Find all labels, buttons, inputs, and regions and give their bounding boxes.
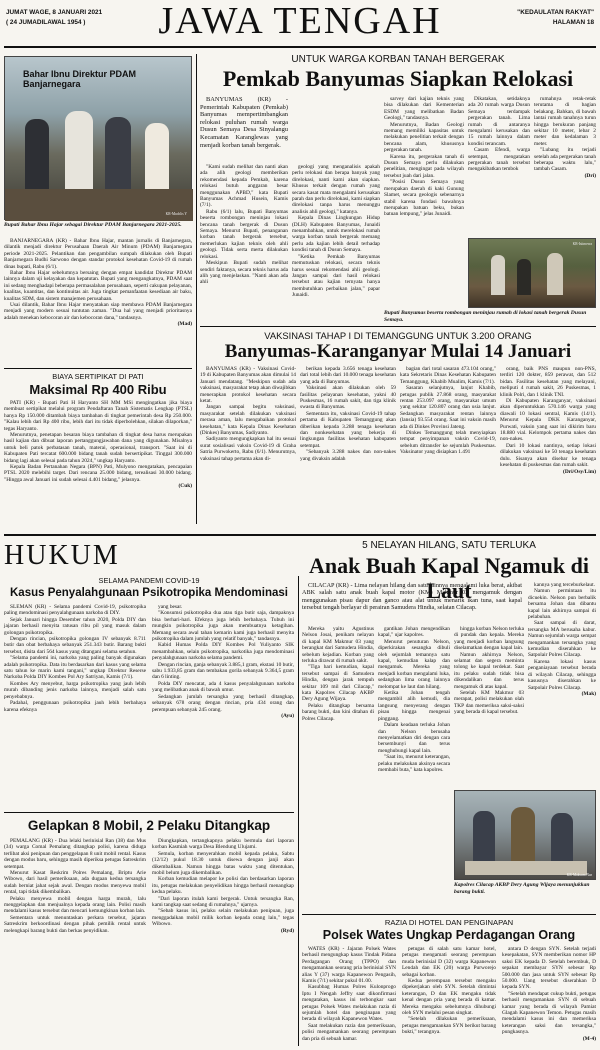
kicker: BIAYA SERTIPIKAT DI PATI [52, 372, 144, 381]
paragraph: Mereka yaitu Agustinus Nelson Josai, penikam nelayan di kapal KM Makmur 03 yang berangkat dari Samudera Hindia, sebelum kejadian. Korban yang terluka dirawat di rumah sakit. [302, 626, 374, 665]
paragraph: berikan kepada 3.656 tenaga kesehatan dari total lebih dari 10.000 tenaga kesehatan yang ada di Banyumas. [300, 366, 396, 385]
story3-col-4 [468, 96, 530, 236]
paragraph: Dengan rincian, ganja sebanyak 3.885,1 gram, ekstasi 10 butir, sabu 1.933,85 gram dan tembakau gorila sebanyak 9.364,5 gram dan 6 linting. [152, 661, 294, 681]
paragraph: "Posisi Dusun Semaya yang merupakan daerah di kaki Gunung Slamet, secara geologis sebenarnya stabil karena fondasi bawahnya merupakan batuan beku, bukan batuan lempung," jelas Junaidi. [384, 179, 464, 218]
photo-officer-2 [511, 807, 535, 869]
story7-col-2 [378, 626, 450, 912]
headline: Anak Buah Kapal Ngamuk di Laut [309, 553, 589, 603]
paragraph: CILACAP (KR) - Lima nelayan hilang dan satu lainnya mengalami luka berat, akibat ABK salah satu anak buah kapal motor (KM) Makmur 03 mengamuk dengan menggunakan pisau dapur dan ganco atau alat untuk menarik ikan tuna, saat kapal tersebut tengah berlayar di perairan Samudera Hindia, selatan Cilacap. [302, 582, 522, 611]
paragraph: PEMALANG (KR) - Dua lelaki berinisial Ran (38) dan Mus (34) warga Comal Pemalang ditangkap polisi, karena diduga terlibat aksi penipuan dan penggelapan 8 unit mobil rental. Kasus dengan modus baru, sehingga masih diperiksa petugas Satreskrim setempat. [4, 838, 146, 870]
paragraph: Di Kabupaten Karanganyar, vaksinasi akan diperuntukkan 570.146 warga yang diawali 10 lokasi sentral, Kamis (14/1). Menurut Kepala DKK Karanganyar, Purwati, vaksin yang saat ini dikirim baru 18.880 vial. Kelompok pertama nakes dan non-nakes. [500, 398, 596, 443]
paragraph: Polda DIY mencatat, ada 4 kasus penyalahgunaan narkoba yang melibatkan anak di bawah umur. [152, 680, 294, 694]
paragraph: Sejak Januari hingga Desember tahun 2020, Polda DIY dan jajaran berhasil menyita ratusan ribu pil yang masuk dalam golongan psikotropika. [4, 616, 146, 636]
paragraph: Karena itu, pergerakan tanah di Dusun Semaya perlu dilakukan penelitian, mengingat pada wilayah tersebut juah dari jalan. [384, 153, 464, 179]
bahar-photo [4, 56, 192, 220]
kicker: SELAMA PANDEMI COVID-19 [98, 576, 200, 585]
paragraph: Pelaku ditangkap bersama barang bukti, dan kini ditahan di Polres Cilacap. [302, 702, 374, 722]
photo-figure-2 [517, 259, 531, 295]
paragraph: Setelah KM Makmur 03 merapat, polisi melakukan olah TKP dan memeriksa saksi-saksi yang berada di kapal tersebut. [454, 690, 524, 716]
paragraph: bagian dari total sasaran 473.104 orang," kata Sekretaris Dinas Kesehatan Kabupaten Temanggung, Khabib Mualim, Kamis (7/1). [400, 366, 496, 385]
story6-col-1 [4, 838, 146, 1044]
photo-credit: KR-Maksum Nur [566, 872, 592, 877]
story3-col-2 [292, 164, 380, 299]
pati-body [4, 400, 192, 528]
paragraph: "Selama pandemi ini, narkoba yang paling banyak digunakan adalah psikotropika. Data itu berdasarkan dari kasus yang selama satu tahun ke marin kami tangani," ungkap Direktur Reserse Narkoba Polda DIY Kombes Pol Ary Satriyan, Kamis (7/1). [4, 655, 146, 681]
story7-lead [302, 582, 522, 622]
paragraph: Kabid Humas Polda DIY Kombes Pol Yuliyanto SIK menambahkan, selain psikotropika, narkotika juga mendominasi penyalahgunaan narkoba selama pandemi. [152, 642, 294, 662]
photo-figure-1 [491, 255, 505, 295]
paragraph: hingga korban Nelson terluka di pundak dan kepala. Mereka yang menjadi korban langsung diselamatkan dengan kapal lain. [454, 626, 524, 652]
banyumas-caption: Bupati Banyumas beserta rombongan meninjau rumah di lokasi tanah bergerak Dusun Semaya. [384, 310, 587, 323]
photo-figure-3 [105, 117, 131, 189]
paragraph: Kasubbag Humas Polres Kulonprogo Iptu I Nengah Jeffry saat dikonfirmasi mengatakan, kasus ini terbongkar saat petugas Polsek Wates melakukan razia di sejumlah hotel dan penginapan yang berada di wilayah Kapanewon Wates. [302, 984, 396, 1023]
story4-col-4 [500, 366, 596, 526]
cilacap-photo [454, 790, 596, 880]
paragraph: gantikan Johan mengendikan kapal," ujar kapolres. [378, 626, 450, 639]
paragraph: Kepala Dinas Lingkungan Hidup (DLH) Kabupaten Banyumas, Junaidi menambahkan, untuk merelokasi rumah warga korban tanah bergerak memang perlu ada kajian lebih detail terhadap kondisi tanah di Dusun Semaya. [292, 215, 380, 254]
divider [302, 914, 596, 915]
paragraph: BANJARNEGARA (KR) - Bahar Ibnu Hajar, mantan jurnalis di Banjarnegara, dilantik menjadi direktur Perusahaan Daerah Air Minum (PDAM) Banjarnegara periode 2021-2025. Pelantikan dan pengambilan sumpah dilakukan oleh Bupati Banjarnegara Budhi Sarwono dengan standar protokol kesehatan Covid-19 di rumah dinas bupati, Rabu (6/1). [4, 238, 192, 270]
photo-figure-2 [65, 111, 93, 189]
photo-figure-3 [547, 253, 563, 295]
paragraph: Diungkapkan, tertangkapnya pelaku bermula dari laporan korban Kasmiah warga Desa Blendung Ulujami. [152, 838, 294, 851]
story6-col-2 [152, 838, 294, 1044]
paragraph: BANYUMAS (KR) - Pemerintah Kabupaten (Pemkab) Banyumas mempertimbangkan relokasi puluhan rumah warga Dusun Semaya Desa Sinyalangu Kecamatan Karanglewas yang menjadi korban tanah bergerak. [200, 96, 288, 149]
paragraph: Vaksinasi akan dilakukan oleh 59 fasilitas pelayanan kesehatan, yakni 40 Puskesmas, 16 rumah sakit, dan tiga klinik swasta di Banyumas. [300, 385, 396, 411]
paragraph: Usai dilantik, Bahar Ibnu Hajar menyatakan siap membawa PDAM Banjarnegara menjadi yang modern sesuai tuntutan zaman. "Dua hal yang menjadi prioritasnya adalah menekan kebocoran air dan kebocoran dana," tandasnya. [4, 302, 192, 321]
author-sign: (Mak) [581, 690, 596, 697]
paragraph: antara D dengan SYN. Setelah terjadi kesepakatan, SYN memberikan nomor HP saksi EK kepada D. Setelah berembuk, D sepakat membayar SYN sebesar Rp 500.000 dan jasa untuk SYN sebesar Rp 50.000. Uang tersebut diserahkan D kepada SYN. [502, 946, 596, 991]
kicker: VAKSINASI TAHAP I DI TEMANGGUNG UNTUK 3.200 ORANG [264, 330, 532, 341]
paragraph: yang besar. [158, 604, 183, 610]
paragraph: "Ketika Pemkab Banyumas memutuskan relokasi, secara teknis harus sesuai rekomendasi ahli geologi. Jangan sampai dari hasil relokasi tersebut atau kajian ternyata hanya membutuhkan perbaikan jalan," papar Junaidi. [292, 253, 380, 299]
paragraph: "Sebab kasus ini, pelaku selain melakukan penipuan, juga menggadaikan mobil milik korban kepada orang lain," tegas Wibowo. [152, 908, 294, 928]
bahar-body [4, 238, 192, 366]
hijri-date: ( 24 JUMADILAWAL 1954 ) [6, 19, 86, 26]
paragraph: Sementara untuk menuntaskan perkara tersebut, jajaran Satreskrim berkoordinasi dengan pihak pemilik rental untuk melengkapi barang bukti dan berkas penyidikan. [4, 914, 146, 934]
story8-col-3 [502, 946, 596, 1046]
author-sign: (Ayu) [281, 712, 294, 719]
paragraph: kannya yang terceburkelaut. [534, 582, 595, 588]
story5-col-2 [152, 604, 294, 810]
paragraph: sarvey dari kajian teknis yang bisa dilakukan dari Kementerian ESDM yang melibatkan Badan Geologi," tandasnya. [384, 96, 464, 122]
author-sign: (Dri/Osy/Lim) [563, 468, 596, 475]
headline: Polsek Wates Ungkap Perdagangan Orang [322, 928, 576, 942]
paragraph: orang, baik PNS maupun non-PNS, terdiri 120 dokter, 859 perawat, dan 512 bidan. Fasilitas kesehatan yang melayani, meliputi 4 rumah sakit, 26 Puskesmas, 1 klinik Polri, dan 1 klinik TNI. [500, 366, 596, 398]
story8-col-1 [302, 946, 396, 1046]
photo-credit: KR-Muchlis Y [165, 211, 187, 216]
paragraph: Kedua perempuan tersebut mengaku dipekerjakan oleh SYN. Setelah dimintai keterangan, D dan EK mengaku tidak kenal dengan pria yang berada di kamar. Mereka mengaku sebelumnya dihubungi oleh SYN melalui pesan singkat. [402, 978, 496, 1017]
photo-figure-4 [145, 123, 169, 189]
paragraph: Casam Efendi, warga setempat, mengatakan pergerakan tanah tersebut mengakibatkan tembok [468, 147, 530, 173]
newspaper-title: JAWA TENGAH [158, 0, 442, 42]
paragraph: Namun permintaan itu dicuekin. Nelson pun berbalik bersama Johan dan dibantu kapal lain akhirnya sampai di pelabuhan. [528, 588, 596, 621]
story3-col-1b [200, 164, 288, 288]
headline: Maksimal Rp 400 Ribu [29, 382, 167, 397]
author-sign: (Mad) [177, 321, 192, 328]
paragraph: Menurutnya, penetapan besaran biaya tambahan di tingkat desa harus merupakan hasil kajian dan dibuat laporan pertanggungjawaban dana yang digunakan. Misalnya untuk beli patok perbatasan tanah, materai, operasional, transport. "Saat ini di Kabupaten Pati tercatat 600.000 bidang tanah sudah bersertipikat. Tinggal 300.000 bidang lagi akan selesai pada tahun 2024," ungkap Haryanto. [4, 432, 192, 464]
paragraph: Padahal, penggunaan psikotropika jauh lebih berbahaya karena efeknya [4, 700, 146, 713]
divider [200, 326, 596, 327]
paragraph: Dikatakan, setidaknya ada 20 rumah warga Dusun Semaya terdampak pergerakan tanah. Lima rumah di antaranya mengalami kerusakan dan 15 rumah lainnya dalam kondisi terancam. [468, 96, 530, 147]
paragraph: Dengan rincian, psikotropika golongan IV sebanyak 8.711 butir dan obat berbahaya sebanyak 251.343 butir. Barang bukti tersebut, disita dari 564 kasus yang ditangani selama setahun. [4, 636, 146, 655]
photo-credit: KR-Istimewa [572, 242, 592, 246]
headline: Kasus Penyalahgunaan Psikotropika Mendominasi [10, 587, 288, 599]
paragraph: "Saat itu, menurut keterangan, pelaku melakukan aksinya secara membabi buta," kata kapolres. [378, 754, 450, 773]
paragraph: Sadiyanto mengungkapkan hal itu sesuai surat sosialisasi vaksin Covid-19 di Graha Satria Purwokerto, Rabu (6/1). Menurutnya, vaksinasi tahap pertama akan di- [200, 436, 296, 462]
headline: Pemkab Banyumas Siapkan Relokasi [222, 66, 574, 91]
story5-col-1 [4, 604, 146, 810]
headline: Gelapkan 8 Mobil, 2 Pelaku Ditangkap [27, 818, 271, 833]
paragraph: Menurut Kasat Reskrim Polres Pemalang, Briptu Arie Wibowo, dari hasil pemeriksaan, ada dugaan kedua tersangka sudah berniat jahat sejak awal. Dengan modus menyewa mobil rental, tapi tidak dikembalikan. [4, 870, 146, 896]
story7-col-4 [528, 582, 596, 786]
paragraph: Jangan sampai begitu vaksinasi, masyarakat setelah dilakukan vaksinasi merasa aman, lalu mengabaikan protokol kesehatan," kata Kepala Dinas Kesehatan (Dinkes) Banyumas, Sadiyanto. [200, 404, 296, 437]
paragraph: "Setelah mendapat cukup bukti, petugas berhasil mengamankan SYN di sebuah kamar yang berada di wilayah Pamiat Glagah Kapanewon Temon. Petugas masih mendalami kasus ini dan memeriksa keterangan saksi dan tersangka," pungkasnya. [502, 990, 596, 1036]
story3-col-5 [534, 96, 596, 236]
headline: Banyumas-Karanganyar Mulai 14 Januari [224, 341, 572, 362]
divider [4, 812, 294, 813]
story4-col-3 [400, 366, 496, 526]
issue-date: JUMAT WAGE, 8 JANUARI 2021 [6, 9, 103, 16]
paragraph: Menurutnya, Badan Geologi memang memiliki kapasitas untuk melakukan penelitian terkait dengan bencana alam, khususnya pergerakan tanah. [384, 121, 464, 154]
paragraph: Dinkes Temanggung telah menyiapkan tempat penyimpanan vaksin Covid-19, sebelum ditransfer ke sejumlah Puskesmas. Vaksinator yang disiapkan 1.491 [400, 430, 496, 456]
divider [4, 368, 192, 369]
paragraph: Sasaran selanjutnya, lanjut Khabib, petugas publik 27.868 orang, masyarakat rentan 253.097 orang, masyarakat umum yang sekitar 120.807 orang dan usia lanjut. Sedangkan masyarakat rentan lainnya (lansia) 93.554 orang. Saat ini vaksin masih ada di Dinkes Provinsi Jateng. [400, 385, 496, 430]
bahar-caption: Bupati Bahar Ibnu Hajar sebagai Direktur PDAM Banjarnegara 2021-2025. [4, 222, 182, 228]
paragraph: PATI (KR) - Bupati Pati H Haryanto SH MM MSi mengingatkan jika biaya membuat sertipikat melalui program Pendaftaran Tanah Sistematis Lengkap (PTSL) hanya Rp 150.000 ditambah biaya tambahan di tingkat pemerintah desa Rp 250.000. "Kalau lebih dari Rp 400 ribu, lebih dari itu tidak diperbolehkan, silakan dilaporkan," tegas Haryanto. [4, 400, 192, 432]
paragraph: rumahnya retak-retak terutama di bagian belakang. Bahkan, di bawah lantai rumah tanahnya turun hingga berukuran panjang sekitar 10 meter, lebar 2 meter dan kedalaman 3 meter. [534, 96, 596, 147]
masthead [0, 0, 600, 50]
paragraph: Meskipun Bupati sudah melihat sendiri faktanya, secara teknis harus ada alih yang menjelaskan. "Nanti akan ada ahli [200, 260, 288, 286]
story7-col-1 [302, 626, 374, 912]
author-sign: (Cuk) [178, 483, 192, 490]
paragraph: Bahar Ibnu Hajar sebelumnya bersaing dengan empat kandidat Direktur PDAM lainnya dalam uji kelayakan dan kepatutan. Bupati yang mengangkatnya, PDAM saat ini sedang menghadapi beberapa permasalahan perusahaan, seperti cakupan pelayanan, kualitas, kuantitas, dan kontinuitas air. Juga tingkat pemanfaatan kesediaan air baku, kualitas SDM, dan sistem manajemen perusahaan. [4, 270, 192, 302]
author-sign: (Ryd) [281, 927, 294, 934]
story3-col-3 [384, 96, 464, 288]
paragraph: geologi yang menganalisis apakah perlu relokasi dan berapa banyak yang direlokasi, nanti kami akan siapkan. Khusus terkait dengan rumah yang secara kasat mata mengalami kerusakan parah dan perlu direlokasi, kami siapkan direlokasi tanpa harus menunggu analisis ahli geologi," katanya. [292, 164, 380, 215]
paragraph: Sementara itu, vaksinasi Covid-19 tahap pertama di Kabupaten Temanggung akan diberikan kepada 3.288 tenaga kesehatan dan nonkesehatan yang bekerja di lingkungan fasilitas kesehatan kabupaten setempat. [300, 410, 396, 449]
paragraph: Semula, korban menyerahkan mobil kepada pelaku, Sabtu (12/12) pukul 18.30 untuk disewa dengan janji akan dikembalikan. Namun hingga batas waktu yang ditentukan, mobil belum juga dikembalikan. [152, 850, 294, 877]
story4-col-1 [200, 366, 296, 526]
author-sign: (Dri) [584, 172, 596, 179]
paragraph: Kepala Badan Pertanahan Negara (BPN) Pati, Mulyono mengatakan, pencapaian PTSL 2020 melebihi target. Dari rencana 25.000 bidang, terealisasi 30.000 bidang. "Hingga awal Januari ini sudah selesai 4.401 bidang," jelasnya. [4, 464, 192, 483]
kicker: RAZIA DI HOTEL DAN PENGINAPAN [384, 918, 514, 927]
masthead-rule [4, 46, 596, 48]
paragraph: BANYUMAS (KR) - Vaksinasi Covid-19 di Kabupaten Banyumas akan dimulai 14 Januari mendatang. "Meskipun sudah ada vaksinasi, masyarakat tetap akan diwajibkan menerapkan protokol kesehatan secara ketat. [200, 366, 296, 405]
paragraph: Pelaku menyewa mobil dengan harga murah, lalu menggelapkan dan menjualnya kepada orang lain. Polisi masih mendalami kasus tersebut dan mencari kemungkinan korban lain. [4, 895, 146, 915]
paragraph: "Konsumsi psikotropika dua atau tiga butir saja, dampaknya bisa berhari-hari. Efeknya juga lebih berbahaya. Tubuh ini mungkin psikotropika juga akan membuatnya ketagihan. Memang secara awal tahan kemarin kami juga berhasil menyita psikotropika dalam jumlah yang relatif banyak," tandasnya. [152, 610, 294, 643]
column-rule [196, 54, 197, 524]
photo-headline: Bahar Ibnu Direktur PDAM Banjarnegara [23, 69, 137, 89]
paragraph: "Setelah dilakukan pemeriksaan, petugas mengamankan SYN berikut barang bukti," terangnya. [402, 1016, 497, 1036]
section-label: HUKUM [4, 540, 120, 571]
paragraph: Saat melakukan razia dan pemeriksaan, polisi mengamankan seorang perempuan dan pria di sebuah kamar. [302, 1022, 396, 1042]
paragraph: Saat sampai di darat, tersangka MA berusaha kabur. Namun sejumlah warga sempat mengamankan tersangka yang kemudian diserahkan ke Satpolair Polres Cilacap. [528, 620, 596, 659]
page-number: HALAMAN 18 [552, 19, 594, 26]
section-rule [4, 534, 596, 536]
paragraph: "Sebanyak 3.288 nakes dan non-nakes yang divaksin adalah [300, 449, 396, 462]
paragraph: "Kami sudah melihat dan nanti akan ada alih geologi memberikan rekomendasi kepada Pemkab, karena relokasi butuh anggaran besar menggunakan APBD," kata Bupati Banyumas Achmad Husein, Kamis (7/1). [200, 164, 288, 209]
paragraph: Kombes Ary menyebut, harga psikotropika yang jauh lebih murah dibanding jenis narkoba lainnya, menjadi salah satu penyebabnya. [4, 680, 146, 700]
paragraph: Korban kemudian melapor ke polisi dan berdasarkan laporan itu, petugas melakukan penyelidikan hingga berhasil menangkap kedua pelaku. [152, 876, 294, 896]
paragraph: "Dari laporan itulah kami bergerak. Untuk tersangka Ran, kami tangkap saat sedang di rumahnya," ujarnya. [152, 895, 294, 909]
author-sign: (M-4) [582, 1035, 596, 1042]
kicker: 5 NELAYAN HILANG, SATU TERLUKA [362, 540, 536, 551]
story8-col-2 [402, 946, 496, 1046]
paragraph: Rabu (6/1) lalu, Bupati Banyumas beserta rombongan meninjau lokasi bencana tanah bergerak di Dusun Semaya. Menurut Bupati, penanganan korban tanah bergerak tersebut, memerlukan kajian teknis oleh ahli geologi. Tidak serta merta dilakukan relokasi. [200, 208, 288, 260]
story7-col-3 [454, 626, 524, 786]
column-rule [298, 576, 299, 1046]
paragraph: petugas di salah satu kamar hotel, petugas mengamati seorang perempuan muda berinisial D (32) warga Kapanewon Lendah dan EK (20) warga Purworejo sebagai korban. [402, 946, 496, 978]
story4-col-2 [300, 366, 396, 526]
paragraph: Dalam keadaan terluka Johan dan Nelson berusaha menyelamatkan diri dengan cara bersembunyi dan terus menghubungi kapal lain. [378, 722, 450, 754]
paragraph: Karena lokasi kasus penganiayaan tersebut berada di wilayah Cilacap, sehingga kasusnya diserahkan ke Satpolair Polres Cilacap. [528, 658, 596, 691]
slogan: "KEDAULATAN RAKYAT" [517, 9, 594, 16]
paragraph: SLEMAN (KR) - Selama pandemi Covid-19, psikotropika paling mendominasi penyalahgunaan narkoba di DIY. [4, 604, 146, 617]
paragraph: Sedangkan jumlah tersangka yang berhasil ditangkap, sebanyak 678 orang dengan rincian, pria 434 orang dan perempuan sebanyak 245 orang. [152, 693, 294, 713]
photo-figure-1 [25, 119, 49, 189]
paragraph: "Lubang itu terjadi setelah ada pergerakan tanah beberapa waktu lalu," tambah Casam. [534, 147, 597, 173]
paragraph: Menurut penuturan Nelson, diperkirakan sesangka dibuli oleh sejumlah temannya satu kapal, kemudian kalap dan mengamuk. Mereka yang menjadi korban mengalami luka, sedangkan lima orang lainnya melompat ke laut dan hilang. [378, 638, 450, 690]
paragraph: Ketika Johan tengah mengambil alih kemudi, dia langsung menyerang dengan pisau hingga mengenai pinggang. [378, 690, 450, 722]
paragraph: Dari 10 lokasi nantinya, setiap lokasi dilakukan vaksinasi ke 50 tenaga kesehatan dulu. Sisanya akan disebar ke tenaga kesehatan di puskesmas dan rumah sakit. [500, 442, 596, 469]
cilacap-caption: Kapolres Cilacap AKBP Dery Agung Wijaya menunjukkan barang bukti. [454, 882, 590, 895]
kicker: UNTUK WARGA KORBAN TANAH BERGERAK [291, 54, 505, 65]
banyumas-photo [468, 238, 596, 308]
paragraph: Namun akhirnya Nelson, selamat dan segera meminta tolong ke kapal terdekat. Saat itu pelaku sudah tidak bisa dikendalikan dan terus mengamuk di atas kapal. [454, 651, 524, 690]
paragraph: WATES (KR) - Jajaran Polsek Wates berhasil mengungkap kasus Tindak Pidana Perdagangan Orang (TPPO) dan mengamankan seorang pria berinisial SYN alias Y (37) warga Kapanewon Pengasih, Kamis (7/1) sekitar pukul 01.00. [302, 946, 396, 985]
paragraph: "Tiga hari kemudian, kapal tersebut sampai di Samudera Hindia, dengan jarak tempuh sekitar 109 mil dari Cilacap," kata Kapolres Cilacap AKBP Dery Agung Wijaya. [302, 664, 374, 703]
